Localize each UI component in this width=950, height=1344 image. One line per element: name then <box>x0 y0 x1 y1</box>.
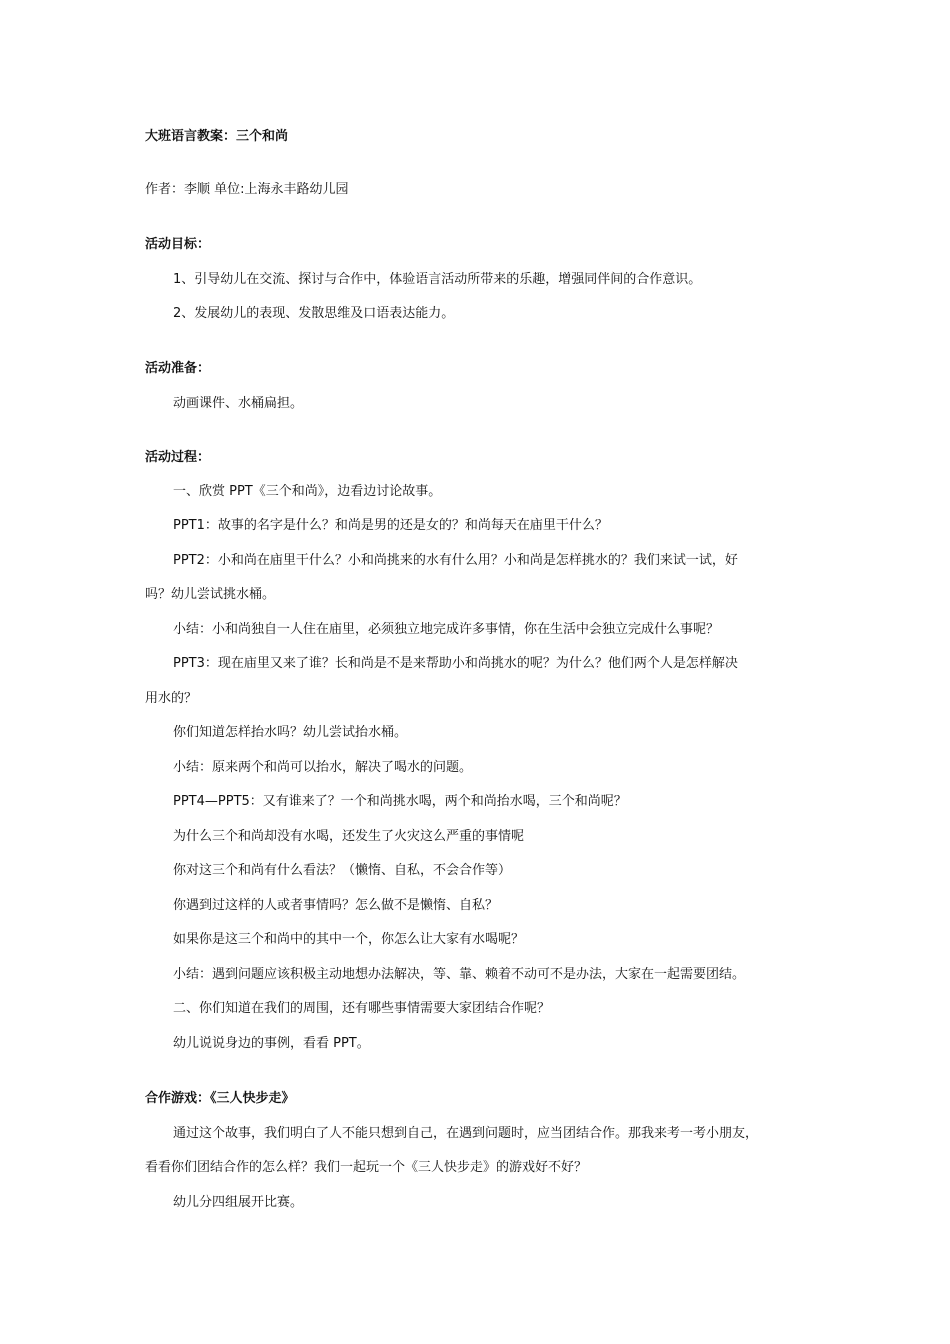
prep-text: 动画课件、水桶扁担。 <box>173 396 304 411</box>
goals-heading: 活动目标： <box>145 237 211 252</box>
goal-item: 1、引导幼儿在交流、探讨与合作中，体验语言活动所带来的乐趣，增强同伴间的合作意识。 <box>173 272 702 287</box>
game-heading: 合作游戏：《三人快步走》 <box>145 1091 295 1106</box>
process-paragraph: 小结：遇到问题应该积极主动地想办法解决，等、靠、赖着不动可不是办法，大家在一起需要团结。 <box>173 967 746 982</box>
game-paragraph: 通过这个故事，我们明白了人不能只想到自己，在遇到问题时，应当团结合作。那我来考一考小朋友， <box>173 1126 759 1141</box>
process-paragraph: 小结：原来两个和尚可以抬水，解决了喝水的问题。 <box>173 760 473 775</box>
process-paragraph: 你们知道怎样抬水吗？幼儿尝试抬水桶。 <box>173 725 408 740</box>
process-paragraph-cont: 吗？幼儿尝试挑水桶。 <box>145 587 276 602</box>
process-paragraph: 一、欣赏 PPT《三个和尚》，边看边讨论故事。 <box>173 484 442 499</box>
process-paragraph: 幼儿说说身边的事例，看看 PPT。 <box>173 1036 370 1051</box>
prep-heading: 活动准备： <box>145 361 211 376</box>
process-paragraph: 二、你们知道在我们的周围，还有哪些事情需要大家团结合作呢？ <box>173 1001 551 1016</box>
process-paragraph: PPT3：现在庙里又来了谁？长和尚是不是来帮助小和尚挑水的呢？为什么？他们两个人是怎样解决 <box>173 656 738 671</box>
process-paragraph: PPT1：故事的名字是什么？和尚是男的还是女的？和尚每天在庙里干什么？ <box>173 518 608 533</box>
process-paragraph: 如果你是这三个和尚中的其中一个，你怎么让大家有水喝呢？ <box>173 932 525 947</box>
game-paragraph-cont: 看看你们团结合作的怎么样？我们一起玩一个《三人快步走》的游戏好不好？ <box>145 1160 588 1175</box>
process-paragraph: PPT2：小和尚在庙里干什么？小和尚挑来的水有什么用？小和尚是怎样挑水的？我们来试一试，好 <box>173 553 738 568</box>
process-heading: 活动过程： <box>145 450 211 465</box>
process-paragraph: 你遇到过这样的人或者事情吗？怎么做不是懒惰、自私？ <box>173 898 499 913</box>
process-paragraph-cont: 用水的？ <box>145 691 198 706</box>
author-line: 作者：李顺 单位:上海永丰路幼儿园 <box>145 182 349 197</box>
process-paragraph: 你对这三个和尚有什么看法？（懒惰、自私，不会合作等） <box>173 863 512 878</box>
document-title: 大班语言教案：三个和尚 <box>145 129 289 144</box>
process-paragraph: PPT4—PPT5：又有谁来了？一个和尚挑水喝，两个和尚抬水喝，三个和尚呢？ <box>173 794 627 809</box>
game-paragraph: 幼儿分四组展开比赛。 <box>173 1195 304 1210</box>
process-paragraph: 小结：小和尚独自一人住在庙里，必须独立地完成许多事情，你在生活中会独立完成什么事呢？ <box>173 622 720 637</box>
goal-item: 2、发展幼儿的表现、发散思维及口语表达能力。 <box>173 306 455 321</box>
process-paragraph: 为什么三个和尚却没有水喝，还发生了火灾这么严重的事情呢 <box>173 829 525 844</box>
